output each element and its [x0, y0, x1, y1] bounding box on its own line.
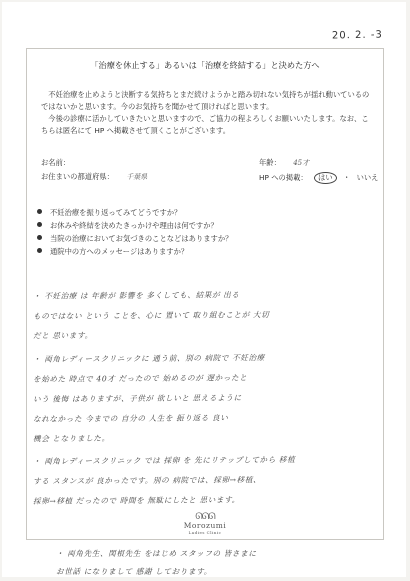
- handwritten-line: ・ 両角レディースクリニックに 通う前、別の 病院で 不妊治療: [32, 353, 265, 364]
- hp-yes-circled: はい: [314, 172, 337, 184]
- handwritten-line: ・ 両角先生、関根先生 をはじめ スタッフの 皆さまに: [56, 549, 257, 558]
- questionnaire-sheet: [2, 2, 406, 577]
- form-title: 「治療を休止する」あるいは「治療を終結する」と決めた方へ: [90, 60, 320, 70]
- question-text: 通院中の方へのメッセージはありますか？: [50, 247, 189, 256]
- handwritten-line: いう 後悔 はありますが、子供が 欲しいと 思えるように: [32, 393, 242, 404]
- prefecture-field: [41, 172, 147, 182]
- handwritten-line: ものではない という ことを、心に 置いて 取り組むことが 大切: [32, 310, 270, 321]
- handwritten-line: なれなかった 今までの 自分の 人生を 振り返る 良い: [32, 413, 229, 424]
- prefecture-value: 千葉県: [126, 173, 148, 181]
- question-text: 不妊治療を振り返ってみてどうですか？: [50, 208, 182, 217]
- bullet-icon: [37, 209, 42, 214]
- hp-label: HP への掲載：: [259, 173, 308, 182]
- handwritten-line: する スタンスが 良かったです。別の 病院では、採卵→移植、: [32, 475, 262, 486]
- logo-mark-icon: ᘏᘏᘏ: [195, 512, 215, 522]
- age-value: 45才: [293, 159, 310, 167]
- name-field: [41, 158, 70, 168]
- hp-no: いいえ: [356, 173, 379, 182]
- intro-paragraph-1: 不妊治療を止めようと決断する気持ちとまだ続けようかと踏み切れない気持ちが揺れ動いているのではないかと思います。今のお気持ちを聞かせて頂ければと思います。: [41, 90, 370, 111]
- bullet-icon: [37, 248, 42, 253]
- name-label: お名前：: [41, 158, 71, 167]
- question-item: [37, 221, 218, 231]
- handwritten-line: を始めた 時点で 40才 だったので 始めるのが 遅かったと: [32, 373, 248, 384]
- question-item: [37, 234, 232, 244]
- question-item: [37, 247, 188, 257]
- handwritten-line: ・ 両角レディースクリニック では 採卵 を 先にリテップしてから 移植: [32, 455, 296, 466]
- intro-paragraph-2: 今後の診療に活かしていきたいと思いますので、ご協力の程よろしくお願いいたします。なお、こちらは匿名にて HP へ掲載させて頂くことがございます。: [41, 114, 369, 135]
- form-frame: [26, 48, 384, 540]
- bullet-icon: [37, 235, 42, 240]
- clinic-logo: [27, 513, 383, 535]
- handwritten-line: 採卵→移植 だったので 時間を 無駄にしたと 思います。: [32, 495, 240, 506]
- logo-name: Morozumi: [183, 521, 227, 530]
- question-text: お休みや終結を決めたきっかけや理由は何ですか？: [50, 221, 218, 230]
- hp-separator: ・: [342, 173, 351, 182]
- handwritten-line: 機会 となりました。: [32, 433, 110, 444]
- intro-text: [41, 89, 373, 137]
- bullet-icon: [37, 222, 42, 227]
- question-item: [37, 208, 181, 218]
- handwritten-line: ・ 不妊治療 は 年齢が 影響を 多くしても、結果が 出る: [32, 290, 240, 301]
- age-label: 年齢：: [259, 158, 281, 167]
- handwritten-date: 20. 2. -3: [331, 29, 383, 42]
- handwritten-thanks: [56, 545, 386, 581]
- age-field: [259, 158, 309, 168]
- logo-subtitle: Ladies Clinic: [188, 530, 222, 535]
- handwritten-line: お世話 になりまして 感謝 しております。: [56, 567, 212, 576]
- handwritten-line: だと 思います。: [32, 330, 93, 341]
- question-text: 当院の治療においてお気づきのことなどはありますか？: [50, 234, 233, 243]
- hp-consent-field: [259, 172, 378, 184]
- prefecture-label: お住まいの都道府県：: [41, 172, 114, 181]
